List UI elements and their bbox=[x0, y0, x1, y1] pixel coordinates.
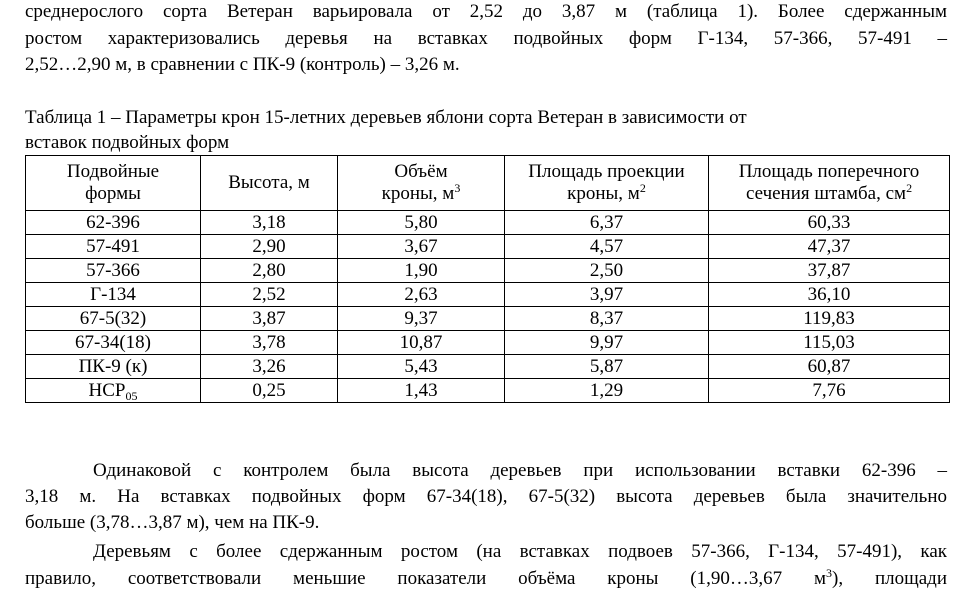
cell-height: 2,90 bbox=[201, 235, 338, 259]
cell-height: 3,26 bbox=[201, 355, 338, 379]
cell-section: 115,03 bbox=[709, 331, 950, 355]
cell-area: 3,97 bbox=[505, 283, 709, 307]
cell-area: 4,57 bbox=[505, 235, 709, 259]
cell-section: 37,87 bbox=[709, 259, 950, 283]
cell-section: 7,76 bbox=[709, 379, 950, 403]
cell-area: 2,50 bbox=[505, 259, 709, 283]
cell-section: 36,10 bbox=[709, 283, 950, 307]
cell-volume: 3,67 bbox=[338, 235, 505, 259]
para2-line-2: правило, соответствовали меньшие показатели объёма кроны (1,90…3,67 $м^3$), площади bbox=[25, 566, 947, 589]
cell-section: 47,37 bbox=[709, 235, 950, 259]
cell-form: 57-366 bbox=[26, 259, 201, 283]
table-row bbox=[26, 211, 950, 235]
cell-form: Г-134 bbox=[26, 283, 201, 307]
cell-area: 1,29 bbox=[505, 379, 709, 403]
table-row bbox=[26, 355, 950, 379]
table-row bbox=[26, 235, 950, 259]
cell-form: ПК-9 (к) bbox=[26, 355, 201, 379]
cell-section: 60,33 bbox=[709, 211, 950, 235]
cell-section: 119,83 bbox=[709, 307, 950, 331]
table-row-lsd bbox=[26, 379, 950, 403]
header-projection-area: Площадь проекции кроны, $м^2$ bbox=[505, 156, 709, 211]
cell-volume: 2,63 bbox=[338, 283, 505, 307]
cell-volume: 1,90 bbox=[338, 259, 505, 283]
header-trunk-section-area: Площадь поперечного сечения штамба, $см^2$ bbox=[709, 156, 950, 211]
para1-line-3: больше (3,78…3,87 м), чем на ПК-9. bbox=[25, 512, 320, 533]
cell-volume: 5,80 bbox=[338, 211, 505, 235]
cell-form: $НСР_{05}$ bbox=[26, 379, 201, 403]
header-height: Высота, м bbox=[201, 156, 338, 211]
para2-line-1: Деревьям с более сдержанным ростом (на вставках подвоев 57-366, Г-134, 57-491), как bbox=[93, 541, 947, 562]
cell-height: 3,18 bbox=[201, 211, 338, 235]
cell-height: 3,87 bbox=[201, 307, 338, 331]
header-rootstock-forms: Подвойные формы bbox=[26, 156, 201, 211]
cell-form: 57-491 bbox=[26, 235, 201, 259]
crown-parameters-table bbox=[25, 155, 950, 403]
intro-line-3: 2,52…2,90 м, в сравнении с ПК-9 (контроль) – 3,26 м. bbox=[25, 54, 460, 75]
table-header-row bbox=[26, 156, 950, 211]
cell-form: 62-396 bbox=[26, 211, 201, 235]
table-row bbox=[26, 331, 950, 355]
cell-section: 60,87 bbox=[709, 355, 950, 379]
cell-area: 9,97 bbox=[505, 331, 709, 355]
intro-line-2: ростом характеризовались деревья на вставках подвойных форм Г-134, 57-366, 57-491 – bbox=[25, 28, 947, 49]
cell-form: 67-34(18) bbox=[26, 331, 201, 355]
cell-volume: 1,43 bbox=[338, 379, 505, 403]
para1-line-1: Одинаковой с контролем была высота деревьев при использовании вставки 62-396 – bbox=[93, 460, 947, 481]
cell-volume: 10,87 bbox=[338, 331, 505, 355]
cell-area: 6,37 bbox=[505, 211, 709, 235]
cell-volume: 5,43 bbox=[338, 355, 505, 379]
intro-line-1: среднерослого сорта Ветеран варьировала от 2,52 до 3,87 м (таблица 1). Более сдержанным bbox=[25, 1, 947, 22]
para1-line-2: 3,18 м. На вставках подвойных форм 67-34(18), 67-5(32) высота деревьев была значительно bbox=[25, 486, 947, 507]
table-row bbox=[26, 259, 950, 283]
caption-line-1: Таблица 1 – Параметры крон 15-летних деревьев яблони сорта Ветеран в зависимости от bbox=[25, 107, 747, 128]
cell-form: 67-5(32) bbox=[26, 307, 201, 331]
table-row bbox=[26, 307, 950, 331]
cell-area: 5,87 bbox=[505, 355, 709, 379]
cell-volume: 9,37 bbox=[338, 307, 505, 331]
cell-height: 0,25 bbox=[201, 379, 338, 403]
cell-height: 2,52 bbox=[201, 283, 338, 307]
cell-height: 2,80 bbox=[201, 259, 338, 283]
cell-area: 8,37 bbox=[505, 307, 709, 331]
cell-height: 3,78 bbox=[201, 331, 338, 355]
header-crown-volume: Объём кроны, $м^3$ bbox=[338, 156, 505, 211]
table-row bbox=[26, 283, 950, 307]
caption-line-2: вставок подвойных форм bbox=[25, 132, 230, 153]
